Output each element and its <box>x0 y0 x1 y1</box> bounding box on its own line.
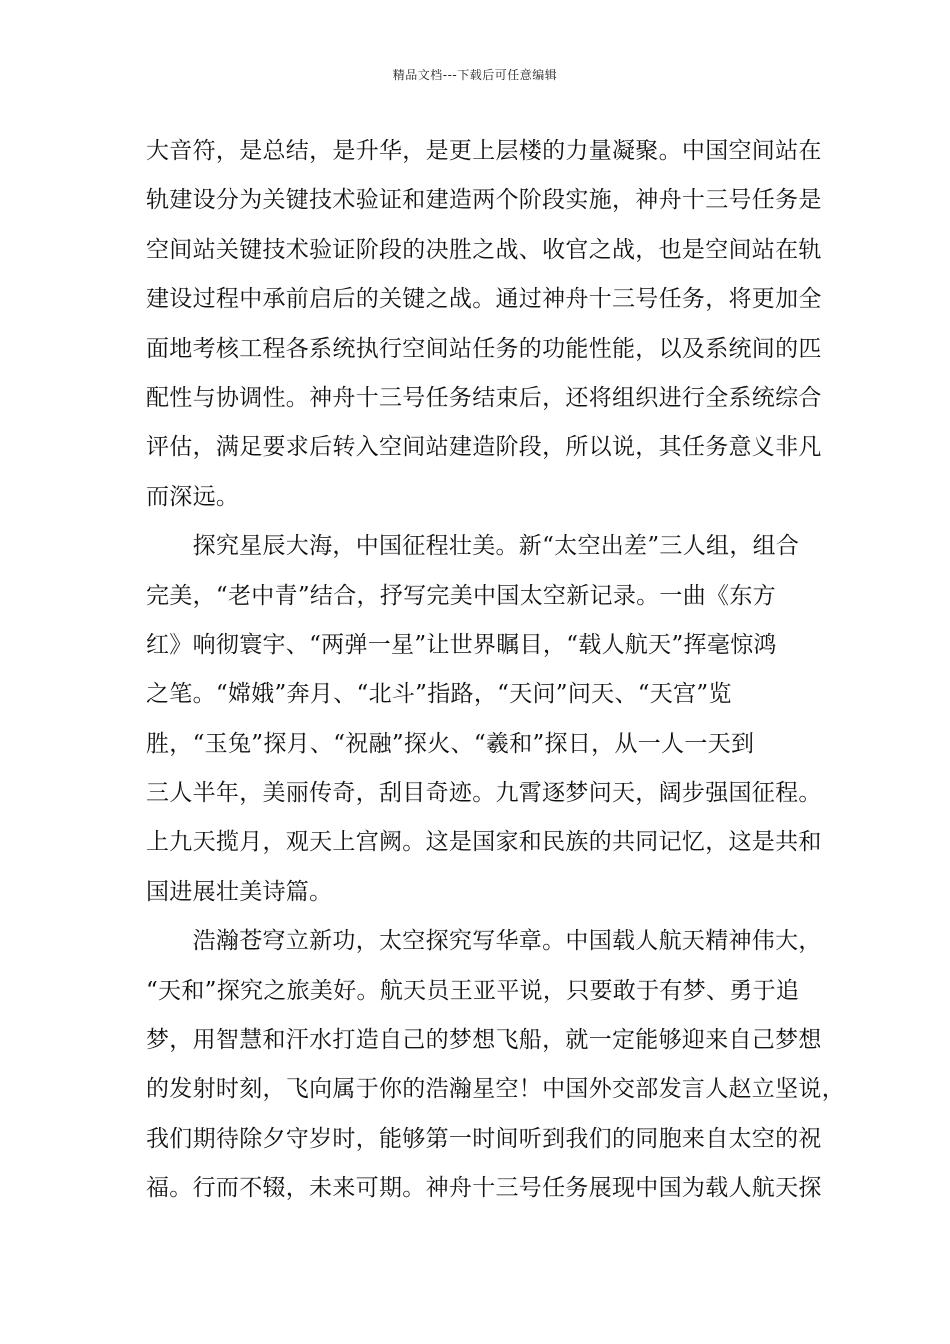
text-line: 面地考核工程各系统执行空间站任务的功能性能，以及系统间的匹 <box>146 335 822 362</box>
text-line: 评估，满足要求后转入空间站建造阶段，所以说，其任务意义非凡 <box>146 434 822 461</box>
text-line: 的发射时刻，飞向属于你的浩瀚星空！中国外交部发言人赵立坚说， <box>146 1076 845 1103</box>
text-line: 空间站关键技术验证阶段的决胜之战、收官之战，也是空间站在轨 <box>146 236 822 263</box>
text-line: 探究星辰大海，中国征程壮美。新“太空出差”三人组，组合 <box>146 533 800 560</box>
text-line: 大音符，是总结，是升华，是更上层楼的力量凝聚。中国空间站在 <box>146 138 822 164</box>
text-line: 胜，“玉兔”探月、“祝融”探火、“羲和”探日，从一人一天到 <box>146 730 755 757</box>
text-line: 梦，用智慧和汗水打造自己的梦想飞船，就一定能够迎来自己梦想 <box>146 1027 822 1054</box>
text-line: 配性与协调性。神舟十三号任务结束后，还将组织进行全系统综合 <box>146 384 822 411</box>
body-text <box>146 127 845 1214</box>
text-line: 而深远。 <box>146 483 240 510</box>
text-line: 福。行而不辍，未来可期。神舟十三号任务展现中国为载人航天探 <box>146 1175 822 1202</box>
text-line: 轨建设分为关键技术验证和建造两个阶段实施，神舟十三号任务是 <box>146 187 822 214</box>
text-line: 红》响彻寰宇、“两弹一星”让世界瞩目，“载人航天”挥毫惊鸿 <box>146 631 777 658</box>
text-line: 三人半年，美丽传奇，刮目奇迹。九霄逐梦问天，阔步强国征程。 <box>146 780 822 807</box>
text-line: 完美，“老中青”结合，抒写完美中国太空新记录。一曲《东方 <box>146 582 776 609</box>
text-line: “天和”探究之旅美好。航天员王亚平说，只要敢于有梦、勇于追 <box>146 977 800 1004</box>
text-line: 浩瀚苍穹立新功，太空探究写华章。中国载人航天精神伟大， <box>146 928 822 955</box>
page-header: 精品文档---下载后可任意编辑 <box>392 68 558 82</box>
text-line: 国进展壮美诗篇。 <box>146 878 333 905</box>
text-line: 上九天揽月，观天上宫阙。这是国家和民族的共同记忆，这是共和 <box>146 829 822 856</box>
text-line: 我们期待除夕守岁时，能够第一时间听到我们的同胞来自太空的祝 <box>146 1125 822 1152</box>
text-line: 建设过程中承前启后的关键之战。通过神舟十三号任务，将更加全 <box>146 286 822 313</box>
text-line: 之笔。“嫦娥”奔月、“北斗”指路，“天问”问天、“天宫”览 <box>146 681 732 708</box>
